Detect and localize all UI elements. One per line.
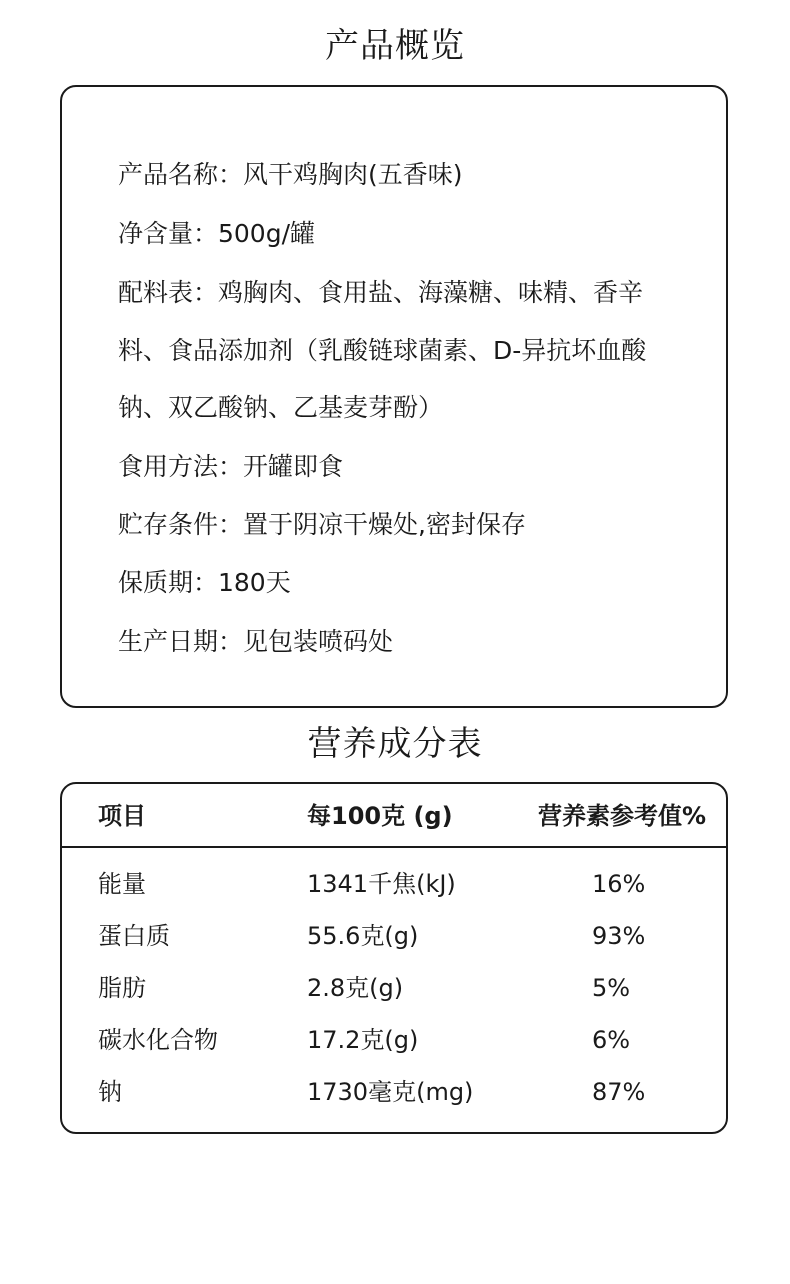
shelf-life-line: 保质期：180天: [118, 568, 291, 597]
nutrient-amount: 1341千焦(kJ): [307, 870, 456, 898]
nutrient-name: 钠: [98, 1078, 122, 1106]
header-nrv: 营养素参考值%: [538, 802, 707, 830]
nutrient-amount: 2.8克(g): [307, 974, 404, 1002]
nutrition-table: [60, 782, 728, 1134]
table-header: [62, 784, 726, 848]
header-item: 项目: [98, 802, 146, 830]
nutrient-name: 蛋白质: [98, 922, 170, 950]
nutrient-nrv: 16%: [592, 870, 646, 898]
nutrient-amount: 17.2克(g): [307, 1026, 419, 1054]
usage-line: 食用方法：开罐即食: [118, 452, 344, 481]
nutrient-name: 碳水化合物: [98, 1026, 218, 1054]
nutrient-nrv: 5%: [592, 974, 631, 1002]
nutrient-name: 脂肪: [98, 974, 146, 1002]
overview-title: 产品概览: [325, 26, 465, 66]
nutrient-nrv: 6%: [592, 1026, 631, 1054]
production-date-line: 生产日期：见包装喷码处: [118, 627, 394, 656]
nutrient-amount: 55.6克(g): [307, 922, 419, 950]
net-content-line: 净含量：500g/罐: [118, 219, 316, 248]
header-per-100g: 每100克 (g): [307, 802, 453, 830]
storage-line: 贮存条件：置于阴凉干燥处,密封保存: [118, 510, 526, 539]
nutrient-nrv: 87%: [592, 1078, 646, 1106]
nutrient-name: 能量: [98, 870, 146, 898]
product-name-line: 产品名称：风干鸡胸肉(五香味): [118, 160, 463, 189]
ingredients-line-2: 料、食品添加剂（乳酸链球菌素、D-异抗坏血酸: [118, 336, 647, 365]
nutrient-nrv: 93%: [592, 922, 646, 950]
nutrient-amount: 1730毫克(mg): [307, 1078, 474, 1106]
overview-panel: [60, 85, 728, 708]
ingredients-line-1: 配料表：鸡胸肉、食用盐、海藻糖、味精、香辛: [118, 278, 644, 307]
ingredients-line-3: 钠、双乙酸钠、乙基麦芽酚）: [118, 393, 444, 422]
nutrition-title: 营养成分表: [307, 724, 483, 764]
